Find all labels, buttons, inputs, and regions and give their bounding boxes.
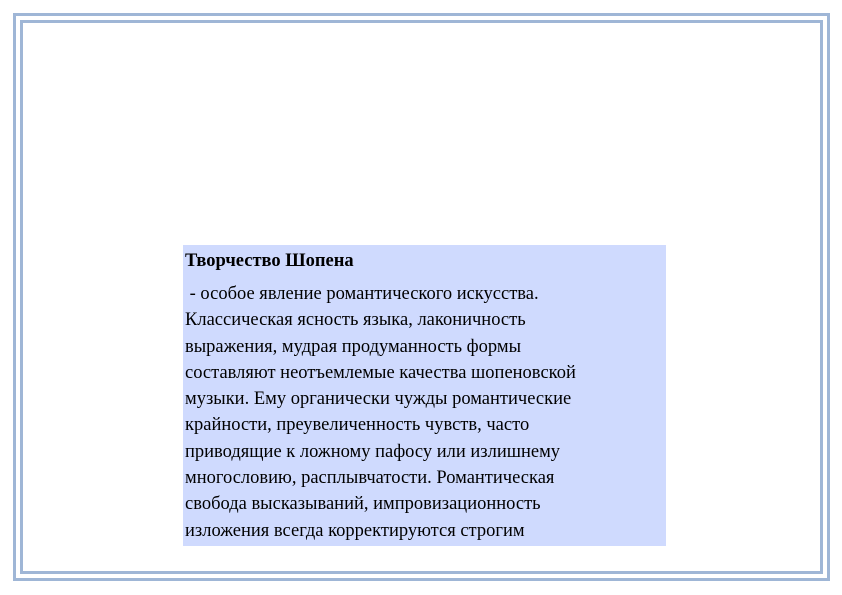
paragraph-line: выражения, мудрая продуманность формы	[185, 336, 522, 357]
paragraph-line: - особое явление романтического искусства.	[185, 284, 539, 304]
paragraph-line: изложения всегда корректируются строгим	[185, 520, 525, 541]
text-box	[183, 245, 666, 546]
paragraph-line: многословию, расплывчатости. Романтическая	[185, 468, 555, 489]
paragraph-line: крайности, преувеличенность чувств, часто	[185, 415, 530, 436]
paragraph-line: составляют неотъемлемые качества шопеновской	[185, 362, 576, 383]
text-heading: Творчество Шопена	[185, 251, 354, 271]
text-paragraph	[185, 281, 664, 544]
paragraph-line: приводящие к ложному пафосу или излишнему	[185, 441, 561, 462]
paragraph-line: музыки. Ему органически чужды романтические	[185, 389, 572, 410]
paragraph-line: свобода высказываний, импровизационность	[185, 494, 541, 515]
paragraph-line: Классическая ясность языка, лаконичность	[185, 310, 526, 331]
